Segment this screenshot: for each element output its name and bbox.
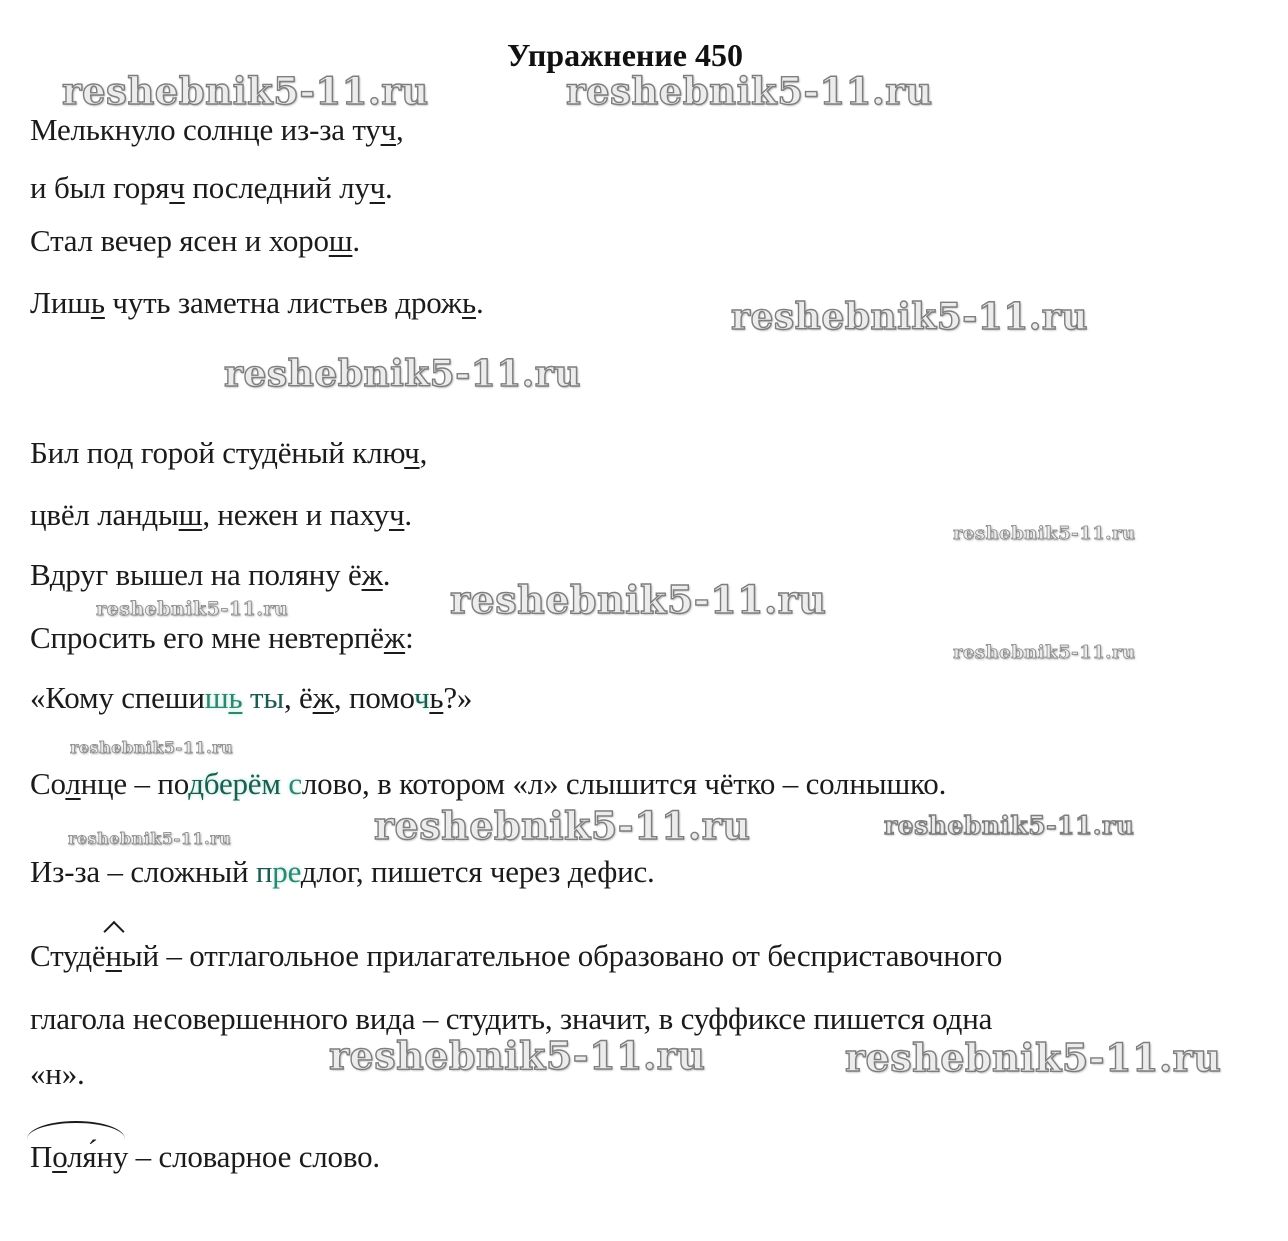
text-line: «Кому спешишь ты, ёж, помочь?» xyxy=(30,680,473,715)
text-line: глагола несовершенного вида – студить, значит, в суффиксе пишется одна xyxy=(30,1001,993,1036)
watermark-text: reshebnik5-11.ru xyxy=(62,69,429,113)
watermark-text: reshebnik5-11.ru xyxy=(884,811,1135,840)
text-line: «н». xyxy=(30,1056,85,1091)
text-line: и был горяч последний луч. xyxy=(30,170,393,205)
watermark-text: reshebnik5-11.ru xyxy=(329,1033,706,1078)
text-line: Вдруг вышел на поляну ёж. xyxy=(30,557,391,592)
watermark-text: reshebnik5-11.ru xyxy=(953,642,1136,663)
text-line: Мелькнуло солнце из-за туч, xyxy=(30,112,404,147)
suffix-caret-mark: н xyxy=(105,938,122,973)
text-line: цвёл ландыш, нежен и пахуч. xyxy=(30,497,412,532)
text-line: Стал вечер ясен и хорош. xyxy=(30,223,360,258)
root-arc-mark xyxy=(27,1121,125,1139)
text-line: Бил под горой студёный ключ, xyxy=(30,435,428,470)
text-line: Студёный – отглагольное прилагательное образовано от бесприставочного xyxy=(30,938,1003,973)
watermark-text: reshebnik5-11.ru xyxy=(731,296,1088,338)
watermark-text: reshebnik5-11.ru xyxy=(374,803,751,848)
watermark-text: reshebnik5-11.ru xyxy=(224,353,581,395)
watermark-text: reshebnik5-11.ru xyxy=(845,1035,1222,1080)
page-title: Упражнение 450 xyxy=(506,37,743,74)
text-line: Из-за – сложный предлог, пишется через дефис. xyxy=(30,854,655,889)
watermark-text: reshebnik5-11.ru xyxy=(96,598,289,620)
text-line: Спросить его мне невтерпёж: xyxy=(30,620,414,655)
watermark-text: reshebnik5-11.ru xyxy=(68,829,232,848)
watermark-text: reshebnik5-11.ru xyxy=(70,738,234,757)
watermark-text: reshebnik5-11.ru xyxy=(566,69,933,113)
text-line: Солнце – подберём слово, в котором «л» слышится чётко – солнышко. xyxy=(30,766,947,801)
text-line: Лишь чуть заметна листьев дрожь. xyxy=(30,285,484,320)
text-line: Поля́ну – словарное слово. xyxy=(30,1139,380,1174)
watermark-text: reshebnik5-11.ru xyxy=(450,577,827,622)
watermark-text: reshebnik5-11.ru xyxy=(953,523,1136,544)
